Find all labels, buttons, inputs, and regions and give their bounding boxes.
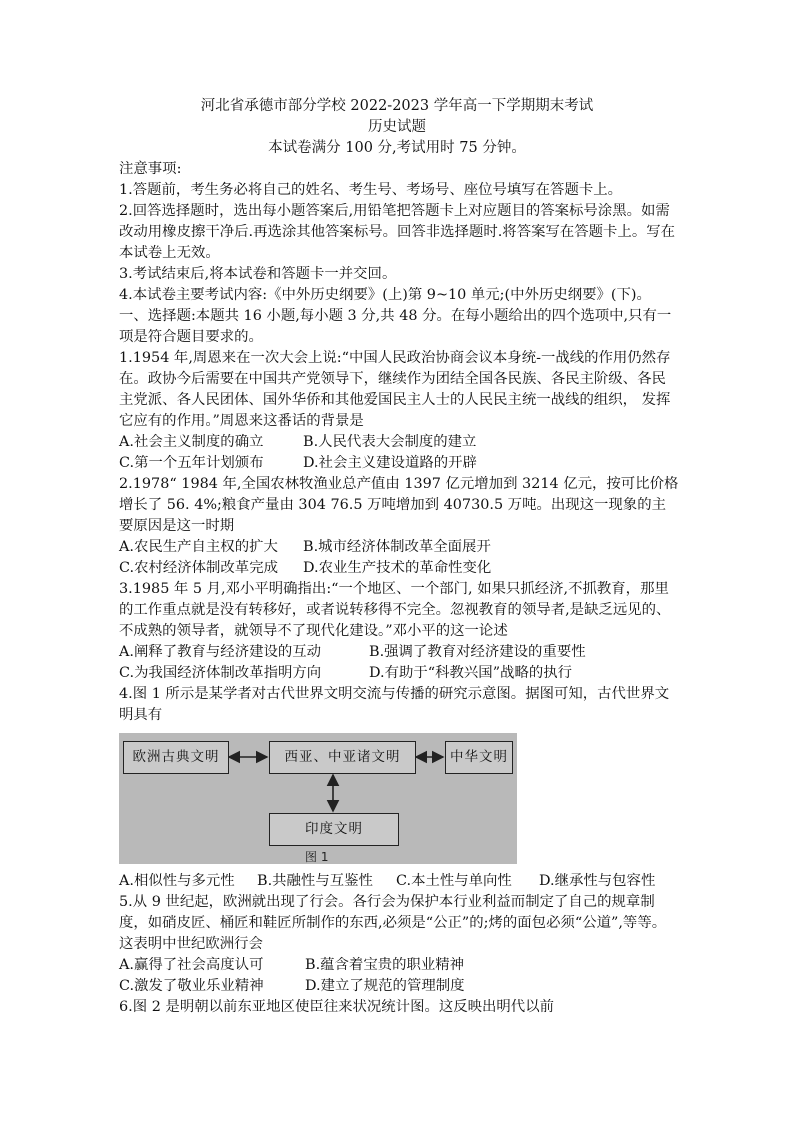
option-b: B.共融性与互鉴性: [257, 873, 373, 889]
exam-body: [119, 159, 679, 1018]
box-chinese-civilization: 中华文明: [445, 741, 513, 774]
option-a: A.阐释了教育与经济建设的互动: [119, 644, 322, 660]
figure-1-diagram: [119, 733, 517, 864]
option-a: A.社会主义制度的确立: [119, 434, 264, 450]
box-west-central-asian-civilizations: 西亚、中亚诸文明: [269, 741, 416, 774]
options-row: [119, 642, 679, 663]
option-b: B.城市经济体制改革全面展开: [303, 539, 491, 555]
exam-info: 本试卷满分 100 分,考试用时 75 分钟。: [268, 140, 526, 156]
option-a: A.赢得了社会高度认可: [119, 957, 264, 973]
options-row: [119, 453, 679, 474]
option-b: B.蕴含着宝贵的职业精神: [305, 957, 465, 973]
note-item: 4.本试卷主要考试内容:《中外历史纲要》(上)第 9~10 单元;(中外历史纲要》(下)。: [119, 287, 651, 303]
option-d: D.社会主义建设道路的开辟: [303, 455, 477, 471]
options-row: [119, 432, 679, 453]
note-item: 2.回答选择题时，选出每小题答案后,用铅笔把答题卡上对应题目的答案标号涂黑。如需改动用橡皮擦干净后.再选涂其他答案标号。回答非选择题时.将答案写在答题卡上。写在本试卷上无效。: [119, 203, 675, 261]
option-c: C.激发了敬业乐业精神: [119, 978, 264, 994]
question-stem: 5.从 9 世纪起，欧洲就出现了行会。各行会为保护本行业利益而制定了自己的规章制度，如硝皮匠、桶匠和鞋匠所制作的东西,必须是“公正”的;烤的面包必须“公道”,等等。这表明中世纪欧洲行会: [119, 894, 667, 952]
question-stem: 1.1954 年,周恩来在一次大会上说:“中国人民政治协商会议本身统-一战线的作用仍然存在。政协今后需要在中国共产党领导下，继续作为团结全国各民族、各民主阶级、各民主党派、各人民团体、国外华侨和其他爱国民主人士的人民民主统一战线的组织， 发挥它应有的作用。”周恩来这番话的背景是: [119, 350, 671, 429]
option-c: C.本土性与单向性: [396, 873, 512, 889]
option-a: A.相似性与多元性: [119, 873, 235, 889]
question-stem: 6.图 2 是明朝以前东亚地区使臣往来状况统计图。这反映出明代以前: [119, 999, 554, 1015]
options-row: [119, 558, 679, 579]
notes-heading: 注意事项:: [119, 161, 182, 177]
option-d: D.有助于“科教兴国”战略的执行: [369, 665, 573, 681]
options-row: [119, 871, 679, 892]
option-d: D.继承性与包容性: [539, 873, 656, 889]
options-row: [119, 663, 679, 684]
question-stem: 4.图 1 所示是某学者对古代世界文明交流与传播的研究示意图。据图可知，古代世界文明具有: [119, 686, 670, 723]
option-d: D.农业生产技术的革命性变化: [303, 560, 492, 576]
box-indian-civilization: 印度文明: [269, 813, 399, 846]
options-row: [119, 955, 679, 976]
note-item: 1.答题前，考生务必将自己的姓名、考生号、考场号、座位号填写在答题卡上。: [119, 182, 623, 198]
option-b: B.强调了教育对经济建设的重要性: [369, 644, 586, 660]
option-a: A.农民生产自主权的扩大: [119, 539, 278, 555]
option-c: C.为我国经济体制改革指明方向: [119, 665, 322, 681]
question-stem: 2.1978“ 1984 年,全国农林牧渔业总产值由 1397 亿元增加到 3214 亿元，按可比价格增长了 56. 4%;粮食产量由 304 76.5 万吨增加到 40730.5 万吨。出现这一现象的主要原因是这一时期: [119, 476, 679, 534]
exam-subject: 历史试题: [368, 119, 426, 135]
section-intro: 一、选择题:本题共 16 小题,每小题 3 分,共 48 分。在每小题给出的四个选项中,只有一项是符合题目要求的。: [119, 308, 672, 345]
option-d: D.建立了规范的管理制度: [305, 978, 465, 994]
exam-title: 河北省承德市部分学校 2022-2023 学年高一下学期期末考试: [200, 98, 594, 114]
option-b: B.人民代表大会制度的建立: [303, 434, 477, 450]
question-stem: 3.1985 年 5 月,邓小平明确指出:“一个地区、一个部门, 如果只抓经济,不抓教育，那里的工作重点就是没有转移好，或者说转移得不完全。忽视教育的领导者,是缺乏远见的、不成熟的领导者，就领导不了现代化建设。”邓小平的这一论述: [119, 581, 671, 639]
box-european-civilization: 欧洲古典文明: [123, 741, 229, 774]
option-c: C.第一个五年计划颁布: [119, 455, 264, 471]
options-row: [119, 976, 679, 997]
note-item: 3.考试结束后,将本试卷和答题卡一并交回。: [119, 266, 397, 282]
options-row: [119, 537, 679, 558]
figure-caption: 图 1: [305, 850, 329, 864]
option-c: C.农村经济体制改革完成: [119, 560, 278, 576]
